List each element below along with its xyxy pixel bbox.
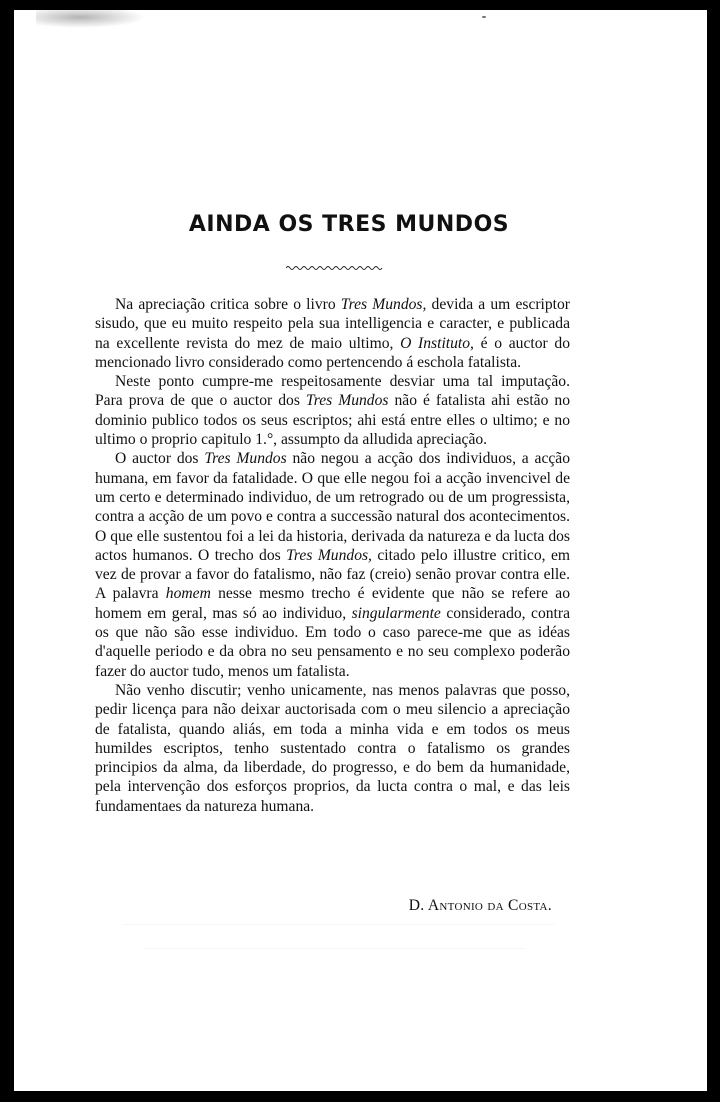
author-signature: D. Antonio da Costa. — [408, 897, 552, 914]
paragraph-1 — [95, 295, 570, 372]
article-title: AINDA OS TRES MUNDOS — [188, 212, 510, 237]
italic-text-run: Tres Mundos, — [340, 296, 427, 313]
italic-text-run: Tres Mundos — [305, 392, 389, 410]
text-run: devida a um escriptor sisudo, que eu muito respeito pela sua intelligencia e caracter, e publicada na excellente revista do mez de maio ultimo, — [95, 296, 571, 352]
scan-speck — [482, 16, 486, 18]
text-run: Na apreciação critica sobre o livro — [115, 296, 341, 313]
text-run: considerado, contra os que não são esse individuo. Em todo o caso parece-me que as idéas d'aquelle periodo e da obra no seu pensamento e no seu complexo poderão fazer do auctor tudo, menos um fatalista. — [95, 604, 570, 680]
text-run: não negou a acção dos individuos, a acção humana, em favor da fatalidade. O que elle negou foi a acção invencivel de um certo e determinado individuo, de um retrogrado ou de um progressista, contra a acção de um povo e contra a successão natural dos acontecimentos. O que elle sustentou foi a lei da historia, derivada da natureza e da lucta dos actos humanos. O trecho dos — [95, 450, 571, 564]
italic-text-run: O Instituto, — [400, 334, 474, 352]
article-body — [95, 295, 570, 816]
text-run: é o auctor do mencionado livro considerado como pertencendo á eschola fatalista. — [95, 334, 570, 371]
text-run: Neste ponto cumpre-me respeitosamente desviar uma tal imputação. Para prova de que o auctor dos — [95, 373, 570, 410]
italic-text-run: Tres Mundos, — [286, 546, 372, 564]
text-run: citado pelo illustre critico, em vez de provar a favor do fatalismo, não faz (creio) senão provar contra elle. A palavra — [95, 546, 570, 603]
text-run: nesse mesmo trecho é evidente que não se refere ao homem em geral, mas só ao individuo, — [95, 585, 570, 622]
text-run: O auctor dos — [115, 450, 205, 468]
wavy-divider-ornament — [286, 264, 384, 272]
bleed-through-line — [144, 948, 524, 949]
document-page — [14, 10, 707, 1091]
paragraph-3 — [95, 449, 570, 681]
italic-text-run: Tres Mundos — [204, 450, 287, 468]
text-run: não é fatalista ahi estão no dominio publico todos os seus escriptos; ahi está entre elles o ultimo; e no ultimo o proprio capitulo 1.°, assumpto da alludida apreciação. — [95, 392, 570, 449]
paragraph-2 — [95, 372, 570, 449]
italic-text-run: homem — [165, 585, 211, 603]
italic-text-run: singularmente — [351, 604, 441, 622]
bleed-through-line — [124, 924, 554, 925]
text-run: Não venho discutir; venho unicamente, nas menos palavras que posso, pedir licença para não deixar auctorisada com o meu silencio a apreciação de fatalista, quando aliás, em toda a minha vida e em todos os meus humildes escriptos, tenho sustentado contra o fatalismo os grandes principios da alma, da liberdade, do progresso, e do bem da humanidade, pela intervenção dos esforços proprios, da lucta contra o mal, e das leis fundamentaes da natureza humana. — [95, 681, 570, 815]
scan-smudge — [36, 10, 146, 28]
paragraph-4 — [95, 681, 570, 816]
